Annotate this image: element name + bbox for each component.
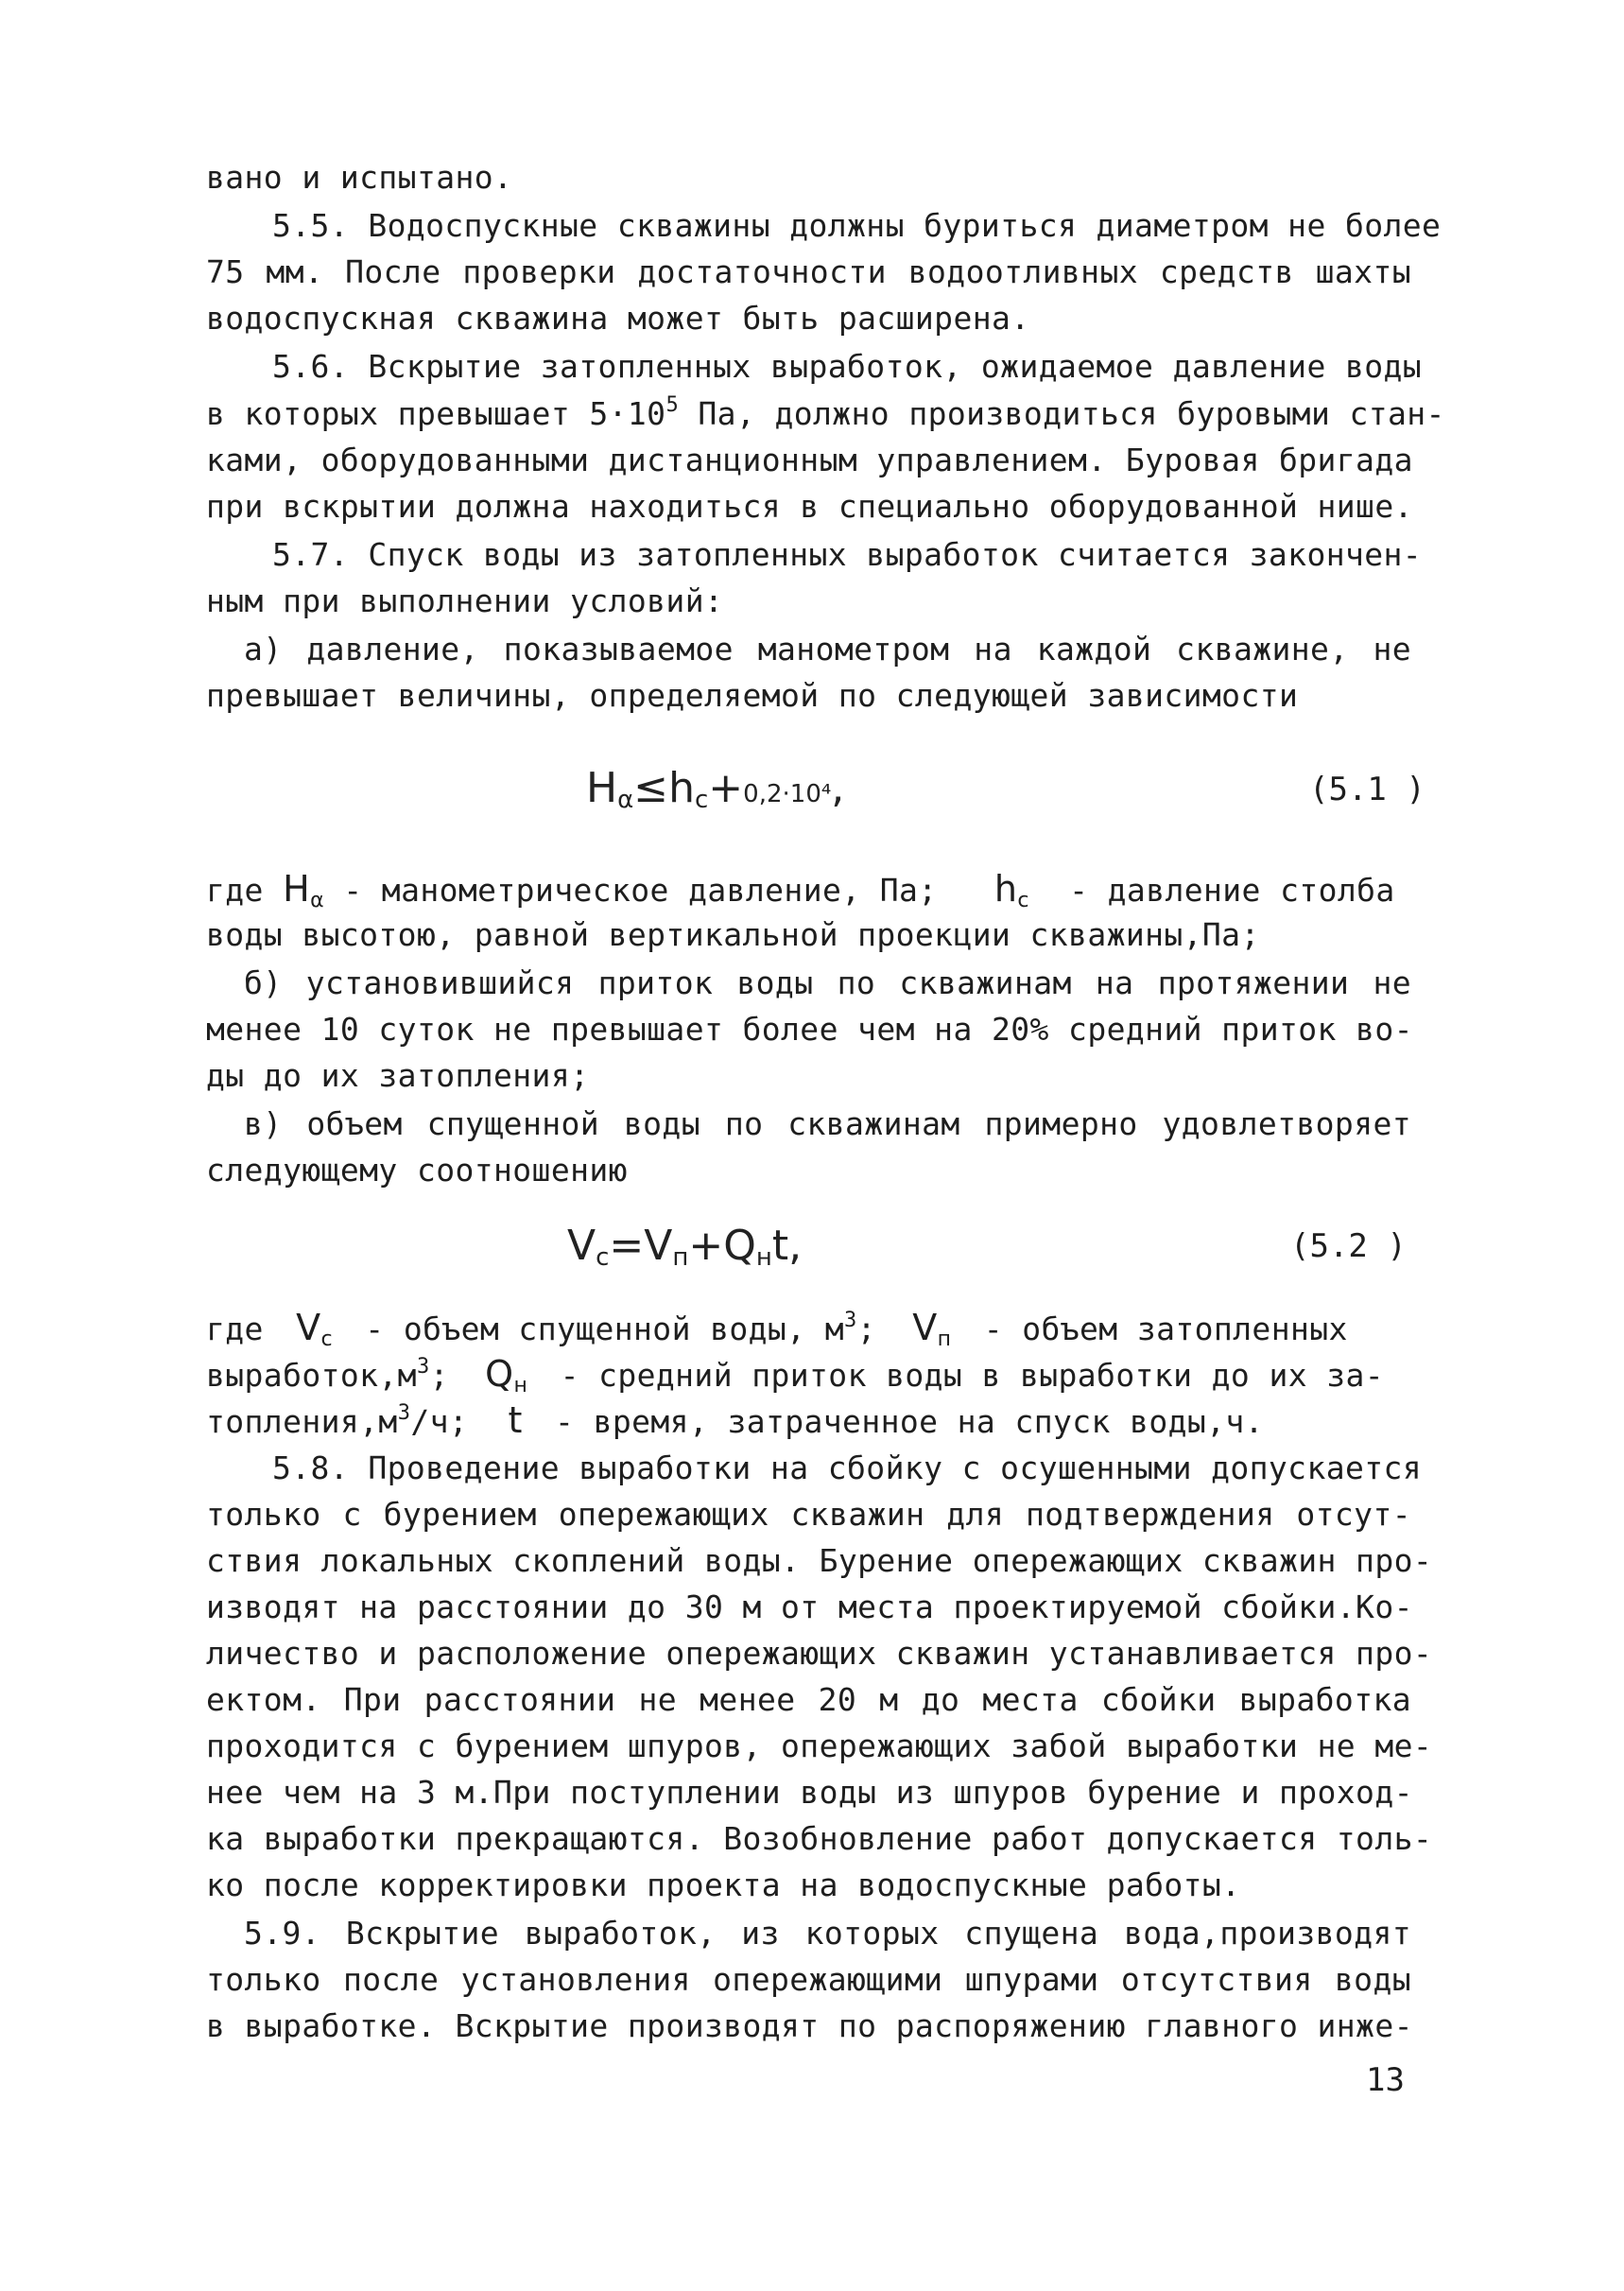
formula-punctuation: , bbox=[831, 764, 845, 812]
text-line bbox=[206, 1401, 1264, 1441]
text-line: в) объем спущенной воды по скважинам примерно удовлетворяет bbox=[244, 1105, 1411, 1142]
paragraph-5-8-line: 5.8. Проведение выработки на сбойку с осушенными допускается bbox=[272, 1449, 1423, 1486]
text-line: только с бурением опережающих скважин для подтверждения отсут- bbox=[206, 1496, 1411, 1533]
text-line: ками, оборудованными дистанционным управлением. Буровая бригада bbox=[206, 442, 1413, 478]
text-line: ным при выполнении условий: bbox=[206, 582, 724, 619]
text-line: менее 10 суток не превышает более чем на 20% средний приток во- bbox=[206, 1011, 1413, 1048]
formula-number: (5.1 ) bbox=[1309, 771, 1425, 808]
formula-symbol: $h_c$ bbox=[993, 868, 1029, 912]
superscript: 5 bbox=[665, 393, 680, 417]
text-line bbox=[206, 1355, 1384, 1405]
formula-symbol: t bbox=[508, 1399, 523, 1441]
text-fragment: - объем затопленных bbox=[983, 1310, 1348, 1347]
formula-symbol: h bbox=[668, 764, 695, 812]
formula-subscript: п bbox=[672, 1243, 689, 1272]
formula-5-1 bbox=[586, 762, 844, 826]
formula-symbol: $Q_н$ bbox=[485, 1353, 528, 1397]
text-fragment: - давление столба bbox=[1069, 872, 1395, 909]
page-number: 13 bbox=[1366, 2061, 1405, 2099]
text-line: ка выработки прекращаются. Возобновление работ допускается толь- bbox=[206, 1820, 1433, 1857]
formula-symbol: $V_п$ bbox=[912, 1307, 952, 1351]
text-fragment: - средний приток воды в выработки до их за- bbox=[560, 1357, 1385, 1394]
text-line: ствия локальных скоплений воды. Бурение опережающих скважин про- bbox=[206, 1542, 1433, 1579]
formula-subscript: α bbox=[617, 786, 634, 814]
text-fragment: в которых превышает 5·10 bbox=[206, 395, 666, 432]
formula-symbol: t bbox=[771, 1222, 789, 1270]
formula-symbol: H bbox=[586, 764, 618, 812]
formula-number: (5.2 ) bbox=[1290, 1227, 1407, 1265]
formula-subscript: c bbox=[596, 1243, 610, 1272]
text-line: воды высотою, равной вертикальной проекции скважины,Па; bbox=[206, 916, 1260, 953]
superscript: 3 bbox=[397, 1401, 411, 1425]
text-line: б) установившийся приток воды по скважинам на протяжении не bbox=[244, 964, 1411, 1001]
formula-symbol: $H_\alpha$ bbox=[283, 868, 324, 912]
formula-operator: ≤ bbox=[633, 764, 669, 812]
formula-operator: = bbox=[609, 1222, 645, 1270]
text-line: проходится с бурением шпуров, опережающих забой выработки не ме- bbox=[206, 1727, 1433, 1764]
formula-operator: + bbox=[708, 764, 744, 812]
text-fragment: где bbox=[206, 1310, 264, 1347]
superscript: 3 bbox=[843, 1309, 857, 1332]
formula-symbol: V bbox=[567, 1222, 596, 1270]
text-line: изводят на расстоянии до 30 м от места проектируемой сбойки.Ко- bbox=[206, 1588, 1413, 1625]
text-line bbox=[206, 870, 1395, 920]
text-line bbox=[206, 1309, 1348, 1359]
text-line: 75 мм. После проверки достаточности водоотливных средств шахты bbox=[206, 253, 1411, 290]
formula-subscript: c bbox=[695, 786, 709, 814]
formula-operator: + bbox=[688, 1222, 724, 1270]
formula-symbol: $V_c$ bbox=[296, 1307, 333, 1351]
text-fragment: топления,м bbox=[206, 1403, 398, 1440]
text-line: водоспускная скважина может быть расширена. bbox=[206, 300, 1030, 337]
paragraph-5-7-line: 5.7. Спуск воды из затопленных выработок считается закончен- bbox=[272, 536, 1423, 573]
paragraph-5-9-line: 5.9. Вскрытие выработок, из которых спущена вода,производят bbox=[244, 1915, 1411, 1952]
text-line: при вскрытии должна находиться в специально оборудованной нише. bbox=[206, 488, 1413, 525]
superscript: 3 bbox=[416, 1355, 430, 1379]
text-fragment: где bbox=[206, 872, 264, 909]
formula-punctuation: , bbox=[788, 1222, 803, 1270]
text-fragment: - манометрическое давление, Па; bbox=[343, 872, 938, 909]
text-line: ко после корректировки проекта на водоспускные работы. bbox=[206, 1866, 1241, 1903]
formula-5-2 bbox=[567, 1220, 802, 1284]
text-fragment: Па, должно производиться буровыми стан- bbox=[698, 395, 1445, 432]
text-line: а) давление, показываемое манометром на каждой скважине, не bbox=[244, 631, 1411, 668]
text-fragment: ; bbox=[856, 1310, 876, 1347]
text-fragment: /ч; bbox=[410, 1403, 469, 1440]
text-line: ектом. При расстоянии не менее 20 м до места сбойки выработка bbox=[206, 1681, 1411, 1718]
text-line: личество и расположение опережающих скважин устанавливается про- bbox=[206, 1635, 1433, 1672]
text-line: только после установления опережающими шпурами отсутствия воды bbox=[206, 1961, 1411, 1998]
text-fragment: ; bbox=[429, 1357, 449, 1394]
text-line: превышает величины, определяемой по следующей зависимости bbox=[206, 677, 1299, 714]
text-line: в выработке. Вскрытие производят по распоряжению главного инже- bbox=[206, 2007, 1413, 2044]
text-line: ды до их затопления; bbox=[206, 1057, 590, 1094]
paragraph-5-6-line: 5.6. Вскрытие затопленных выработок, ожидаемое давление воды bbox=[272, 348, 1423, 385]
text-line: вано и испытано. bbox=[206, 159, 513, 196]
text-fragment: выработок,м bbox=[206, 1357, 417, 1394]
text-fragment: - объем спущенной воды, м bbox=[365, 1310, 844, 1347]
text-line: следующему соотношению bbox=[206, 1152, 628, 1189]
paragraph-5-5-line: 5.5. Водоспускные скважины должны буриться диаметром не более bbox=[272, 207, 1442, 244]
formula-subscript: н bbox=[755, 1243, 772, 1272]
formula-constant: 0,2·10⁴ bbox=[743, 780, 832, 808]
text-line: нее чем на 3 м.При поступлении воды из шпуров бурение и проход- bbox=[206, 1774, 1413, 1811]
formula-symbol: Q bbox=[723, 1222, 756, 1270]
formula-symbol: V bbox=[644, 1222, 673, 1270]
text-fragment: - время, затраченное на спуск воды,ч. bbox=[555, 1403, 1264, 1440]
text-line bbox=[206, 395, 1445, 433]
